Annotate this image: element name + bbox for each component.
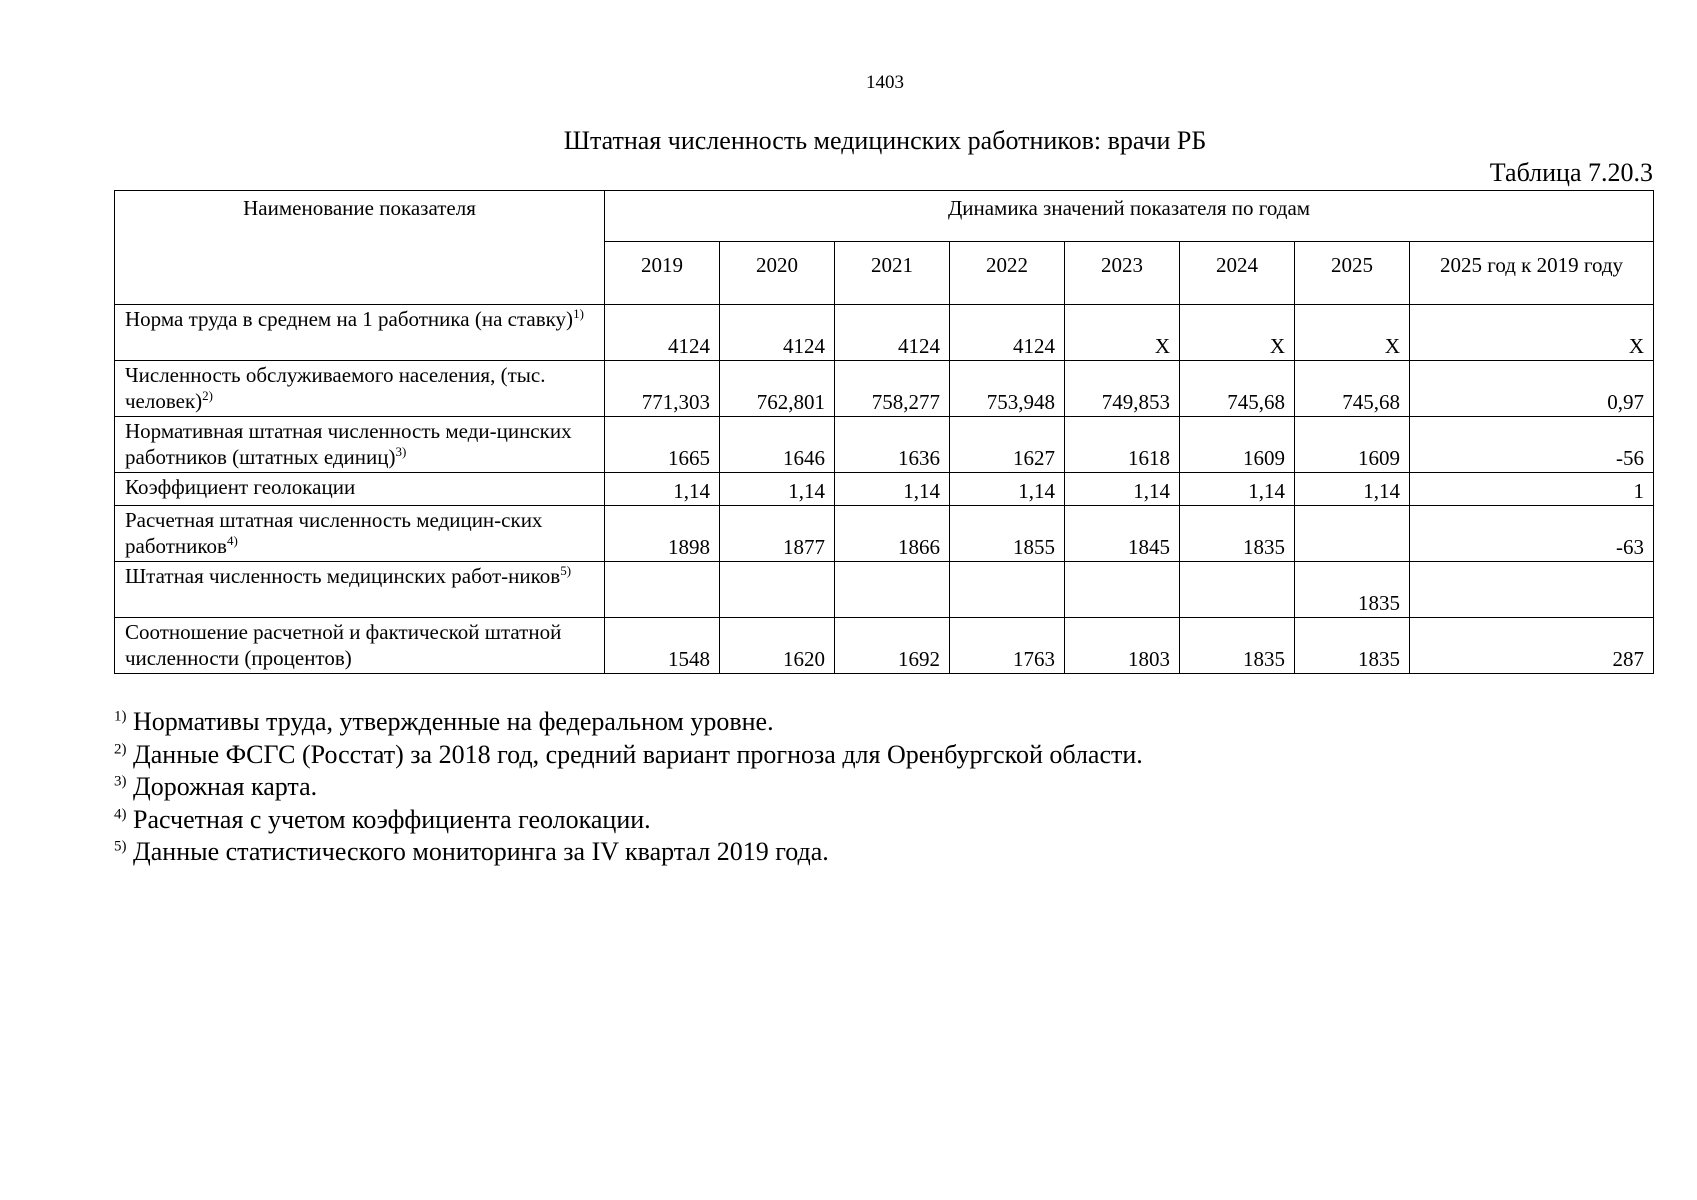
value-cell: 4124: [950, 305, 1065, 361]
value-cell: 287: [1410, 618, 1654, 674]
table-row: [115, 305, 1654, 361]
value-cell: 1835: [1180, 506, 1295, 562]
value-cell: 1692: [835, 618, 950, 674]
footnote: [114, 739, 1143, 772]
table-row: [115, 473, 1654, 506]
value-cell: 1,14: [1065, 473, 1180, 506]
footnote-ref: 4): [226, 533, 238, 548]
indicator-name: [115, 506, 605, 562]
value-cell: -63: [1410, 506, 1654, 562]
indicator-name: [115, 473, 605, 506]
indicator-name: [115, 417, 605, 473]
value-cell: 1835: [1295, 562, 1410, 618]
header-year: 2024: [1180, 242, 1295, 305]
value-cell: 753,948: [950, 361, 1065, 417]
staffing-table: [114, 190, 1654, 674]
header-dynamics: Динамика значений показателя по годам: [605, 191, 1654, 242]
footnote-text: Нормативы труда, утвержденные на федеральном уровне.: [133, 707, 774, 736]
indicator-label: Соотношение расчетной и фактической штатной численности (процентов): [125, 620, 562, 670]
indicator-name: [115, 618, 605, 674]
value-cell: 1845: [1065, 506, 1180, 562]
footnote-mark: 4): [114, 805, 127, 822]
footnote: [114, 836, 1143, 869]
table-row: [115, 417, 1654, 473]
value-cell: 1,14: [605, 473, 720, 506]
indicator-label: Штатная численность медицинских работ-ников: [125, 564, 561, 588]
table-row: [115, 562, 1654, 618]
value-cell: [720, 562, 835, 618]
value-cell: [835, 562, 950, 618]
value-cell: 1835: [1295, 618, 1410, 674]
value-cell: 1,14: [835, 473, 950, 506]
footnote-text: Дорожная карта.: [133, 772, 318, 801]
value-cell: [1065, 562, 1180, 618]
value-cell: 4124: [835, 305, 950, 361]
value-cell: 749,853: [1065, 361, 1180, 417]
value-cell: 1,14: [950, 473, 1065, 506]
table-body: [115, 305, 1654, 674]
value-cell: 1548: [605, 618, 720, 674]
header-year: 2021: [835, 242, 950, 305]
value-cell: 1627: [950, 417, 1065, 473]
indicator-label: Расчетная штатная численность медицин-ских работников: [125, 508, 543, 558]
table-row: [115, 618, 1654, 674]
value-cell: 1763: [950, 618, 1065, 674]
footnote-mark: 1): [114, 708, 127, 725]
header-year: 2023: [1065, 242, 1180, 305]
header-comparison: 2025 год к 2019 году: [1410, 242, 1654, 305]
value-cell: 1618: [1065, 417, 1180, 473]
value-cell: [1295, 506, 1410, 562]
header-year: 2022: [950, 242, 1065, 305]
indicator-label: Норма труда в среднем на 1 работника (на ставку): [125, 307, 574, 331]
value-cell: 1609: [1295, 417, 1410, 473]
value-cell: 762,801: [720, 361, 835, 417]
value-cell: 1835: [1180, 618, 1295, 674]
value-cell: [605, 562, 720, 618]
footnotes: [114, 706, 1143, 869]
value-cell: [950, 562, 1065, 618]
value-cell: 771,303: [605, 361, 720, 417]
indicator-name: [115, 361, 605, 417]
footnote-ref: 5): [560, 563, 572, 578]
value-cell: 1,14: [720, 473, 835, 506]
header-year: 2019: [605, 242, 720, 305]
value-cell: 1,14: [1295, 473, 1410, 506]
header-year: 2020: [720, 242, 835, 305]
value-cell: 1636: [835, 417, 950, 473]
indicator-label: Нормативная штатная численность меди-цинских работников (штатных единиц): [125, 419, 572, 469]
value-cell: X: [1410, 305, 1654, 361]
value-cell: 1665: [605, 417, 720, 473]
indicator-name: [115, 562, 605, 618]
table-row: [115, 506, 1654, 562]
footnote: [114, 706, 1143, 739]
value-cell: 1877: [720, 506, 835, 562]
footnote-ref: 2): [202, 388, 214, 403]
table-label: Таблица 7.20.3: [1489, 158, 1653, 187]
value-cell: 745,68: [1295, 361, 1410, 417]
value-cell: 1620: [720, 618, 835, 674]
value-cell: 4124: [605, 305, 720, 361]
footnote: [114, 771, 1143, 804]
page-number: 1403: [866, 72, 904, 93]
value-cell: [1180, 562, 1295, 618]
footnote-ref: 3): [395, 444, 407, 459]
value-cell: 1646: [720, 417, 835, 473]
value-cell: 1: [1410, 473, 1654, 506]
value-cell: 1803: [1065, 618, 1180, 674]
value-cell: 1866: [835, 506, 950, 562]
indicator-name: [115, 305, 605, 361]
value-cell: X: [1295, 305, 1410, 361]
value-cell: 0,97: [1410, 361, 1654, 417]
value-cell: X: [1065, 305, 1180, 361]
footnote: [114, 804, 1143, 837]
footnote-text: Расчетная с учетом коэффициента геолокации.: [133, 804, 651, 834]
document-title: Штатная численность медицинских работников: врачи РБ: [563, 126, 1207, 155]
value-cell: 1,14: [1180, 473, 1295, 506]
indicator-label: Численность обслуживаемого населения, (тыс. человек): [125, 363, 546, 413]
footnote-text: Данные статистического мониторинга за IV квартал 2019 года.: [133, 837, 829, 866]
value-cell: 4124: [720, 305, 835, 361]
footnote-mark: 5): [114, 838, 127, 855]
footnote-text: Данные ФСГС (Росстат) за 2018 год, средний вариант прогноза для Оренбургской области.: [133, 739, 1143, 769]
value-cell: 758,277: [835, 361, 950, 417]
value-cell: 745,68: [1180, 361, 1295, 417]
footnote-ref: 1): [573, 306, 584, 321]
value-cell: 1609: [1180, 417, 1295, 473]
header-year: 2025: [1295, 242, 1410, 305]
footnote-mark: 3): [114, 773, 127, 790]
indicator-label: Коэффициент геолокации: [125, 475, 356, 499]
value-cell: X: [1180, 305, 1295, 361]
value-cell: [1410, 562, 1654, 618]
header-indicator-name: Наименование показателя: [115, 191, 605, 305]
table-row: [115, 361, 1654, 417]
value-cell: 1898: [605, 506, 720, 562]
footnote-mark: 2): [114, 740, 127, 757]
value-cell: -56: [1410, 417, 1654, 473]
value-cell: 1855: [950, 506, 1065, 562]
